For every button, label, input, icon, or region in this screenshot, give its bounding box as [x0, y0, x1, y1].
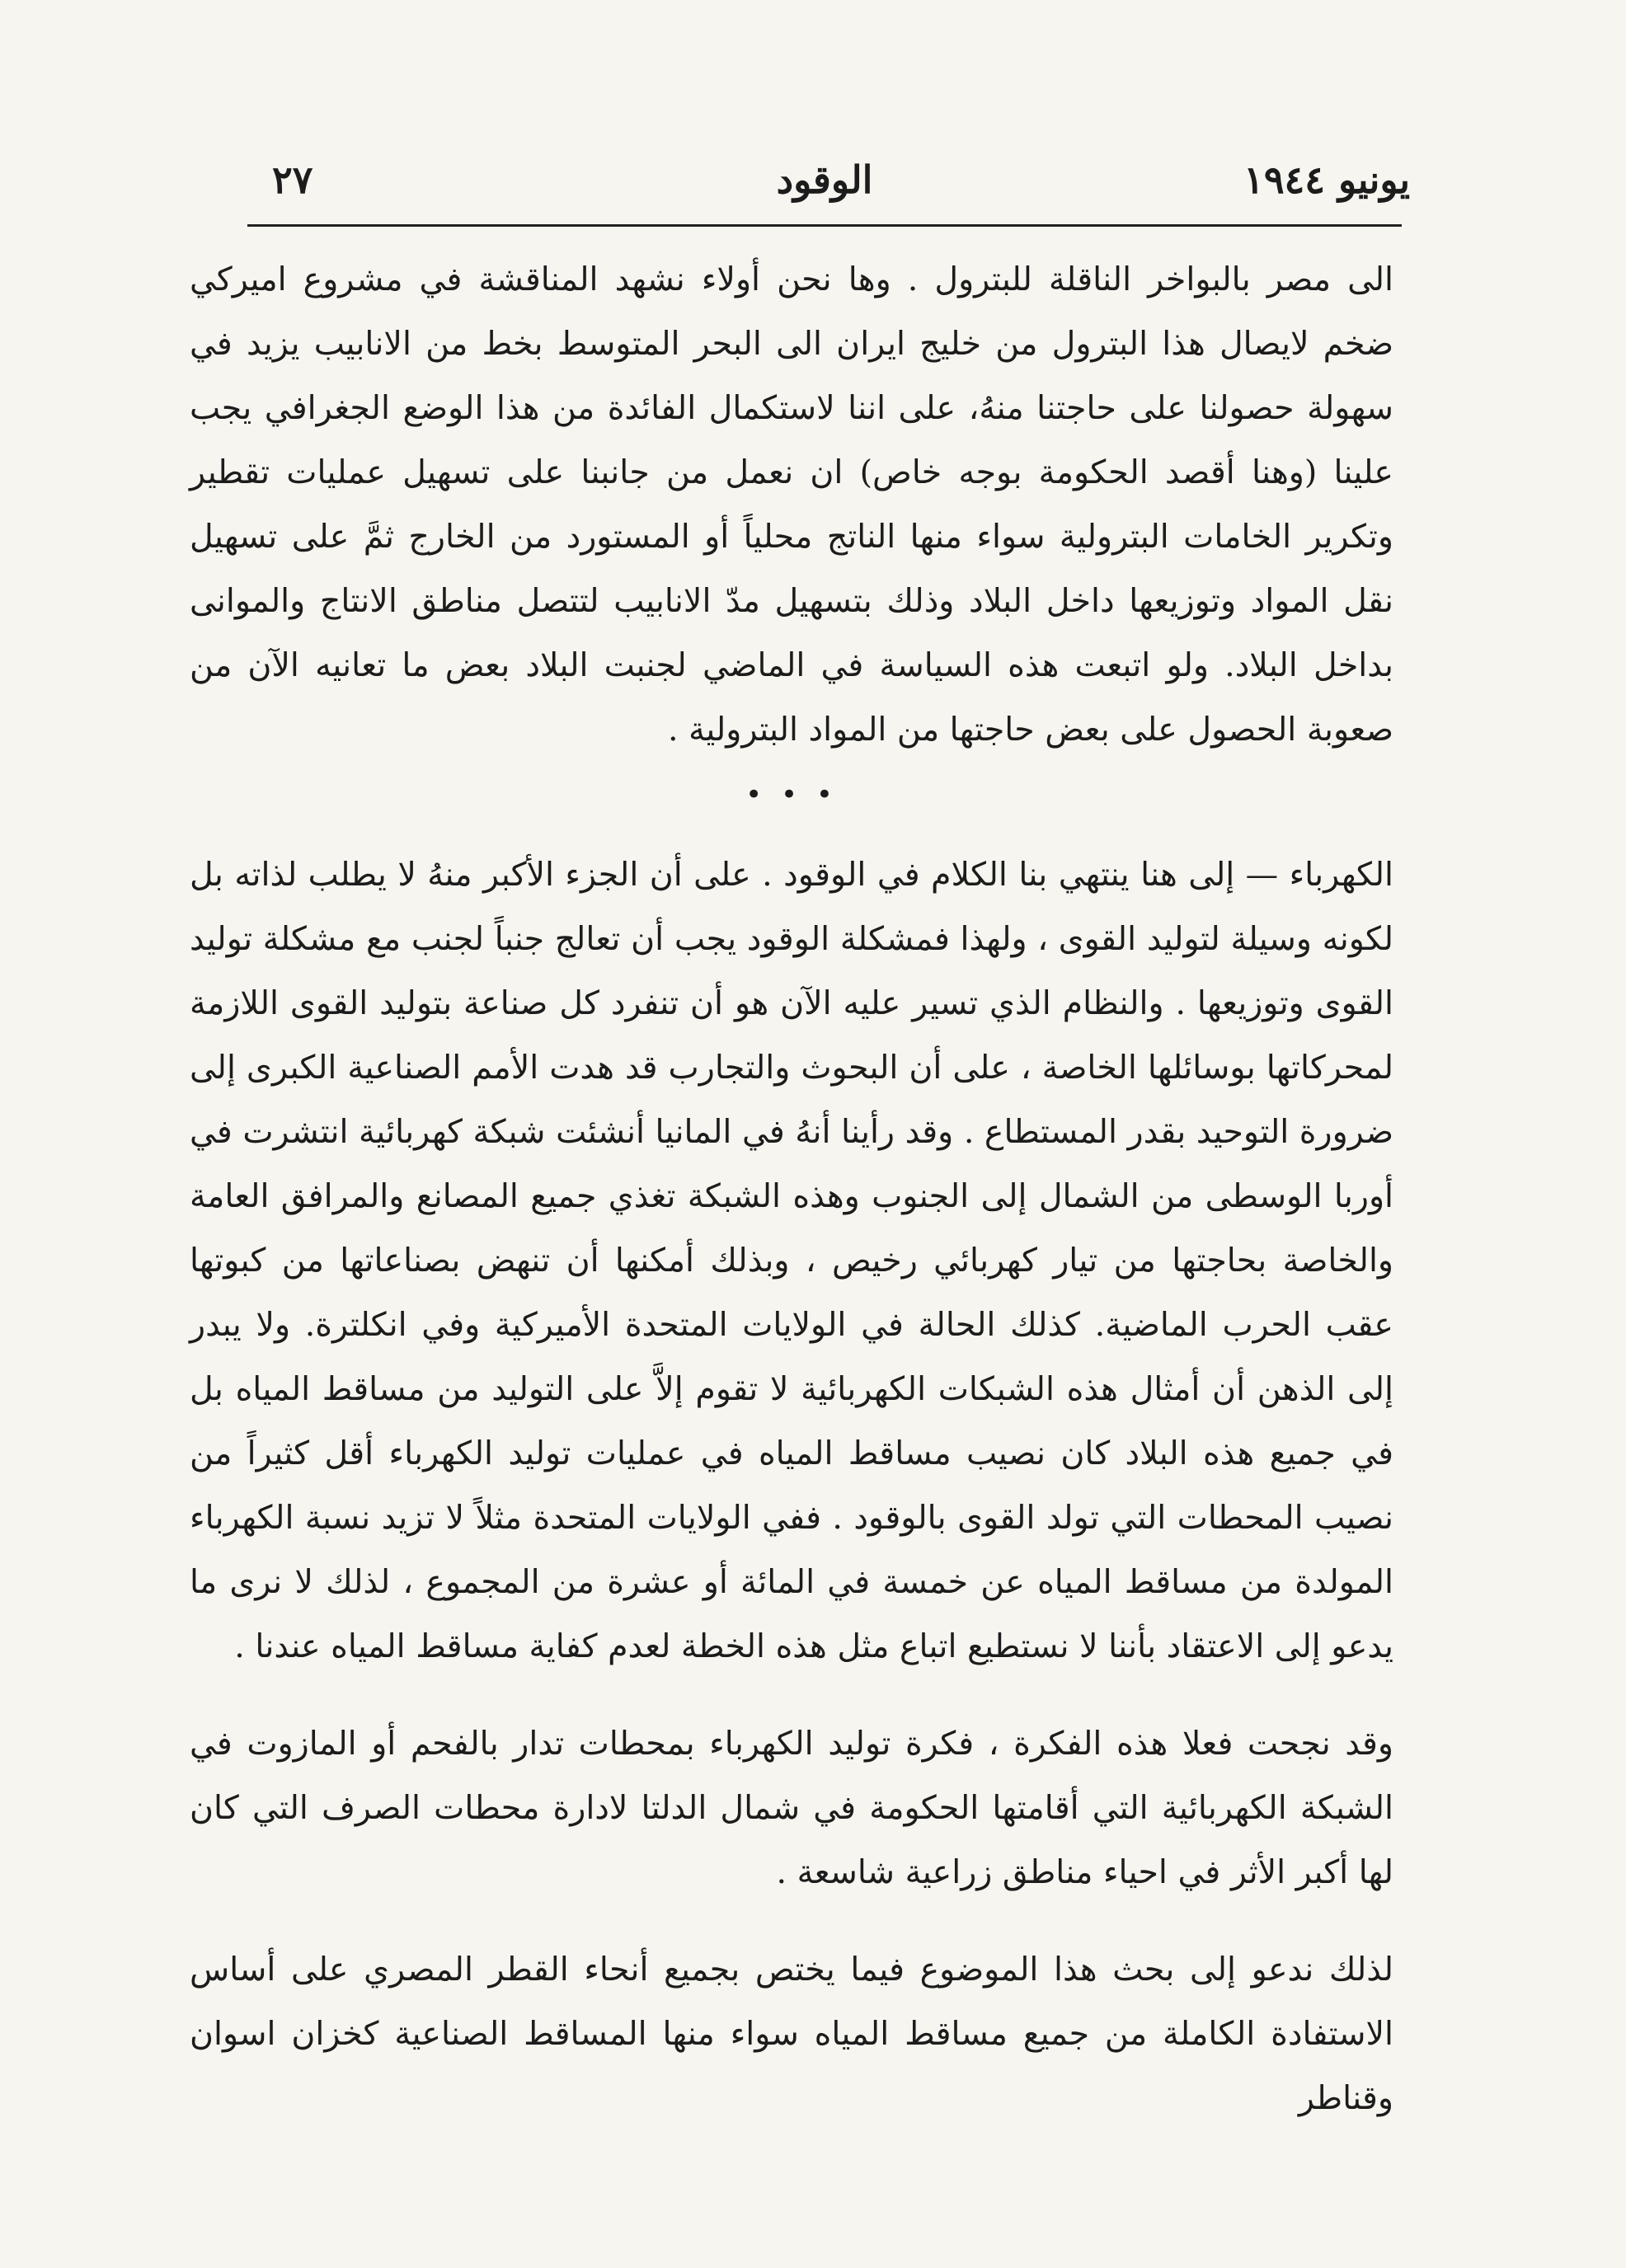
paragraph-electricity: الكهرباء — إلى هنا ينتهي بنا الكلام في الوقود . على أن الجزء الأكبر منهُ لا يطلب لذاته بل لكونه وسيلة لتوليد القوى ، ولهذا فمشكلة الوقود يجب أن تعالج جنباً لجنب مع مشكلة توليد القوى وتوزيعها . والنظام الذي تسير عليه الآن هو أن تنفرد كل صناعة بتوليد القوى اللازمة لمحركاتها بوسائلها الخاصة ، على أن البحوث والتجارب قد هدت الأمم الصناعية الكبرى إلى ضرورة التوحيد بقدر المستطاع . وقد رأينا أنهُ في المانيا أنشئت شبكة كهربائية انتشرت في أوربا الوسطى من الشمال إلى الجنوب وهذه الشبكة تغذي جميع المصانع والمرافق العامة والخاصة بحاجتها من تيار كهربائي رخيص ، وبذلك أمكنها أن تنهض بصناعاتها من كبوتها عقب الحرب الماضية. كذلك الحالة في الولايات المتحدة الأميركية وفي انكلترة. ولا يبدر إلى الذهن أن أمثال هذه الشبكات الكهربائية لا تقوم إلاَّ على التوليد من مساقط المياه بل في جميع هذه البلاد كان نصيب مساقط المياه في عمليات توليد الكهرباء أقل كثيراً من نصيب المحطات التي تولد القوى بالوقود . ففي الولايات المتحدة مثلاً لا تزيد نسبة الكهرباء المولدة من مساقط المياه عن خمسة في المائة أو عشرة من المجموع ، لذلك لا نرى ما يدعو إلى الاعتقاد بأننا لا نستطيع اتباع مثل هذه الخطة لعدم كفاية مساقط المياه عندنا .	[190, 856, 1393, 1665]
section-separator: • • •	[745, 778, 838, 811]
header-rule	[247, 224, 1402, 227]
paragraph-petroleum: الى مصر بالبواخر الناقلة للبترول . وها نحن أولاء نشهد المناقشة في مشروع اميركي ضخم لايصال هذا البترول من خليج ايران الى البحر المتوسط بخط من الانابيب يزيد في سهولة حصولنا على حاجتنا منهُ، على اننا لاستكمال الفائدة من هذا الوضع الجغرافي يجب علينا (وهنا أقصد الحكومة بوجه خاص) ان نعمل من جانبنا على تسهيل عمليات تقطير وتكرير الخامات البترولية سواء منها الناتج محلياً أو المستورد من الخارج ثمَّ على تسهيل نقل المواد وتوزيعها داخل البلاد وذلك بتسهيل مدّ الانابيب لتتصل مناطق الانتاج والموانى بداخل البلاد. ولو اتبعت هذه السياسة في الماضي لجنبت البلاد بعض ما تعانيه الآن من صعوبة الحصول على بعض حاجتها من المواد البترولية .	[190, 261, 1393, 749]
page-number: ٢٧	[272, 157, 313, 202]
page-header	[239, 147, 1410, 213]
issue-date: يونيو ١٩٤٤	[1243, 157, 1410, 202]
article-body	[190, 247, 1393, 2130]
running-title: الوقود	[776, 157, 873, 202]
paragraph-delta-network: وقد نجحت فعلا هذه الفكرة ، فكرة توليد الكهرباء بمحطات تدار بالفحم أو المازوت في الشبكة الكهربائية التي أقامتها الحكومة في شمال الدلتا لادارة محطات الصرف التي كان لها أكبر الأثر في احياء مناطق زراعية شاسعة .	[190, 1725, 1393, 1891]
paragraph-conclusion: لذلك ندعو إلى بحث هذا الموضوع فيما يختص بجميع أنحاء القطر المصري على أساس الاستفادة الكاملة من جميع مساقط المياه سواء منها المساقط الصناعية كخزان اسوان وقناطر	[190, 1951, 1393, 2117]
